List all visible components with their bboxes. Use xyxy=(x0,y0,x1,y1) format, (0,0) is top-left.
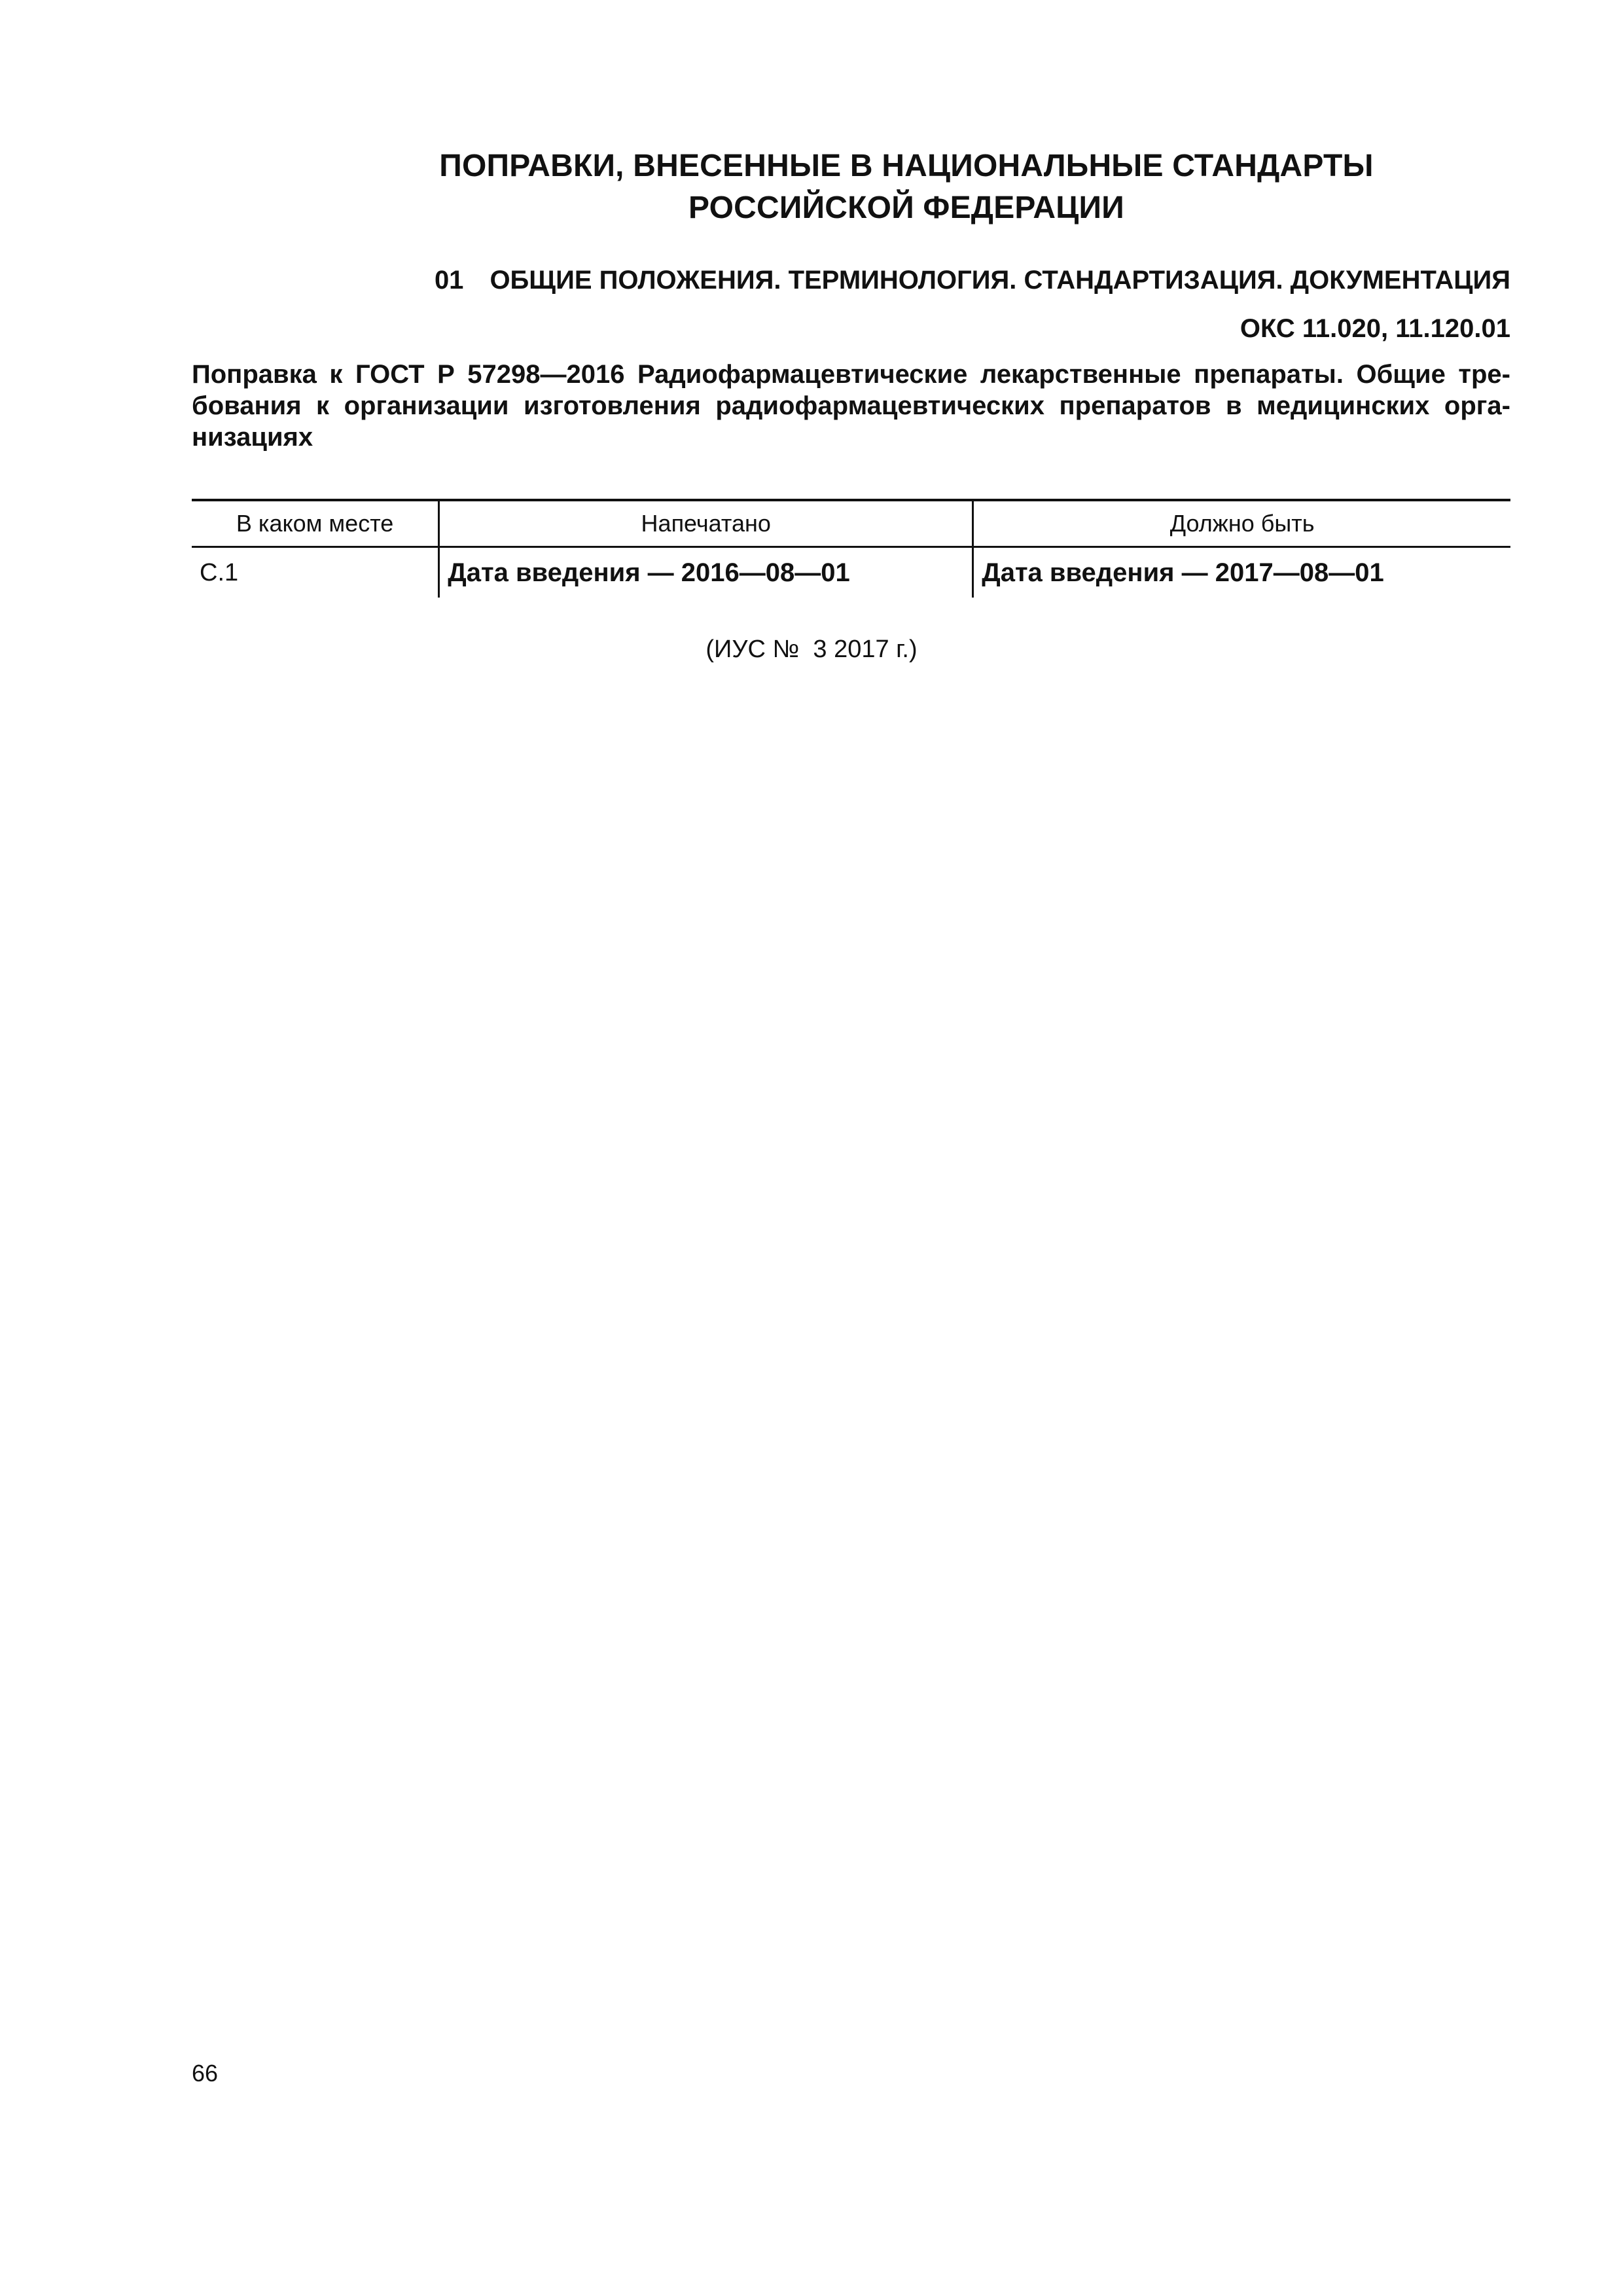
section-name: ОБЩИЕ ПОЛОЖЕНИЯ. ТЕРМИНОЛОГИЯ. СТАНДАРТИЗАЦИЯ. ДОКУМЕНТАЦИЯ xyxy=(490,266,1510,295)
table-header-row xyxy=(192,500,1510,547)
page-title-line-2: РОССИЙСКОЙ ФЕДЕРАЦИИ xyxy=(688,190,1124,225)
corrections-table xyxy=(192,499,1510,598)
cell-location: С.1 xyxy=(200,558,239,586)
page-title xyxy=(193,145,1620,229)
page-number: 66 xyxy=(192,2060,219,2087)
amendment-title-line-2: бования к организации изготовления радиофармацевтических препаратов в медицинских орга- xyxy=(192,391,1510,420)
cell-should-be: Дата введения — 2017—08—01 xyxy=(973,547,1510,598)
amendment-title-line-1: Поправка к ГОСТ Р 57298—2016 Радиофармацевтические лекарственные препараты. Общие тре- xyxy=(192,360,1510,389)
amendment-title xyxy=(192,359,1510,453)
amendment-title-line-3: низациях xyxy=(192,423,313,452)
table-row xyxy=(192,547,1510,598)
oks-code: ОКС 11.020, 11.120.01 xyxy=(1240,314,1510,343)
column-header-location: В каком месте xyxy=(192,500,439,547)
column-header-printed: Напечатано xyxy=(439,500,973,547)
source-note: (ИУС № 3 2017 г.) xyxy=(705,636,918,663)
cell-printed: Дата введения — 2016—08—01 xyxy=(439,547,973,598)
page-title-line-1: ПОПРАВКИ, ВНЕСЕННЫЕ В НАЦИОНАЛЬНЫЕ СТАНДАРТЫ xyxy=(439,149,1374,183)
section-number: 01 xyxy=(434,266,464,295)
column-header-should-be: Должно быть xyxy=(973,500,1510,547)
section-heading xyxy=(435,264,1510,296)
